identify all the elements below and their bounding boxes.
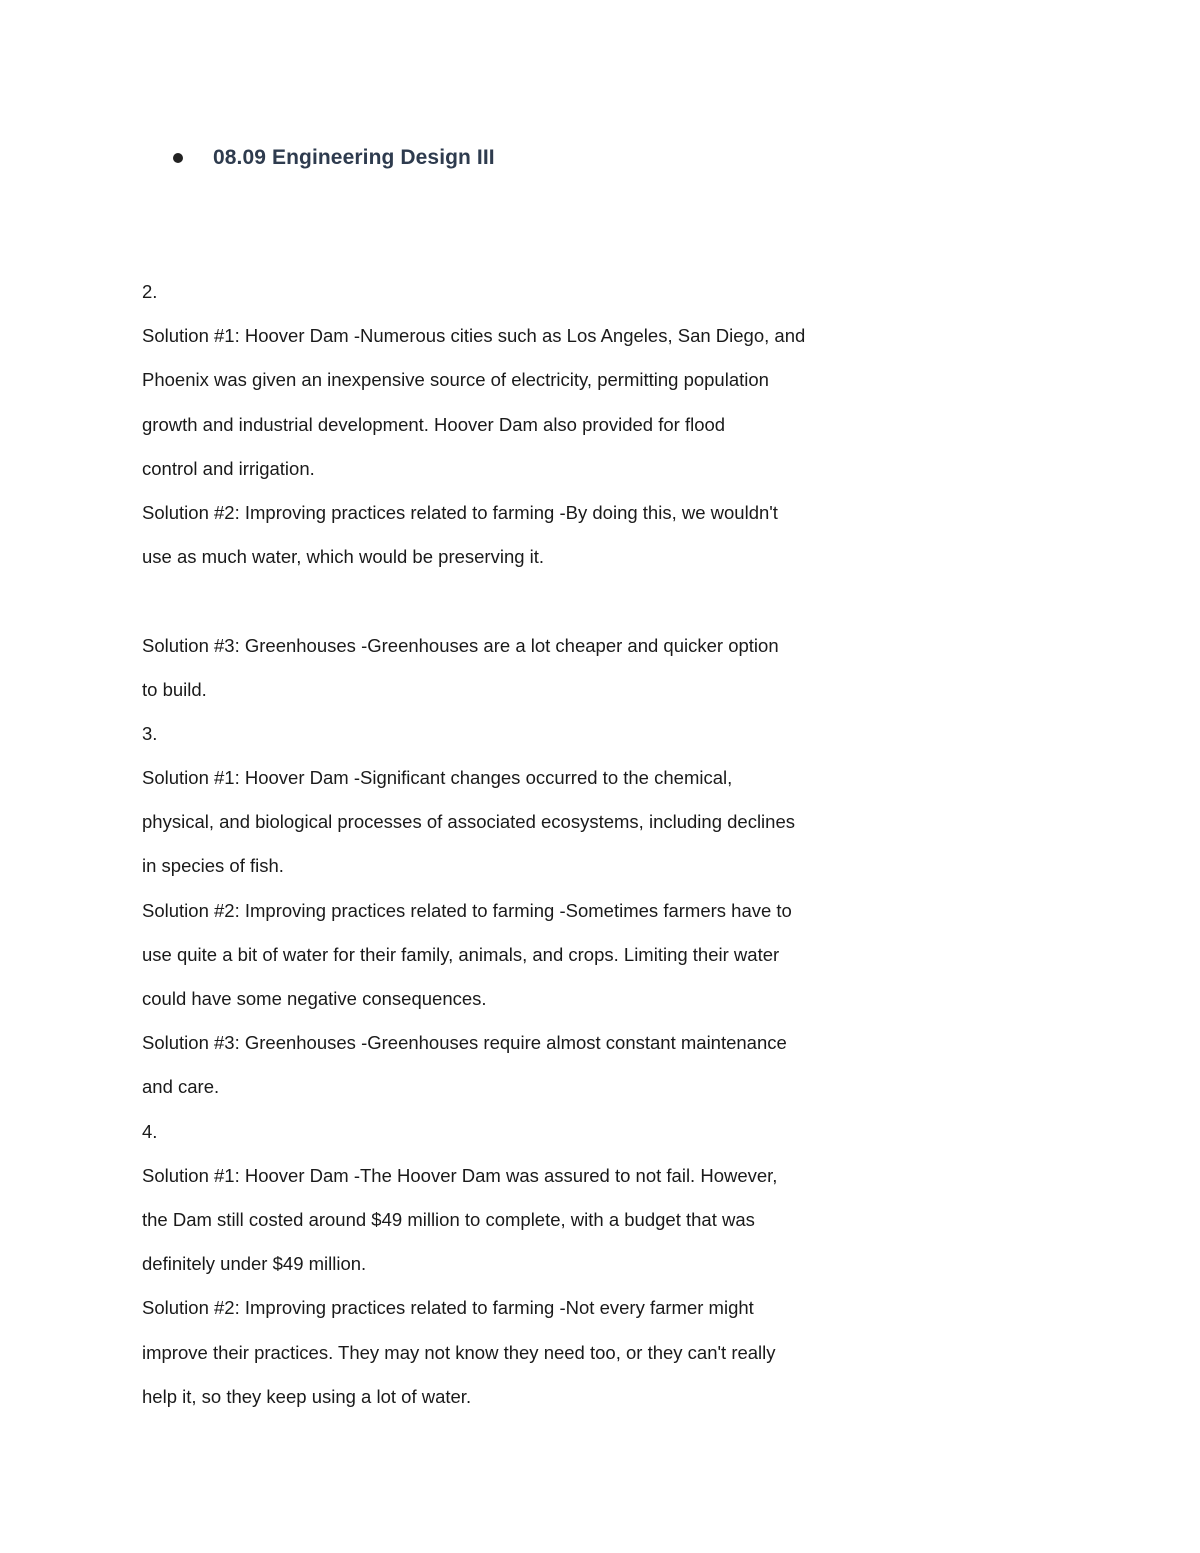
text-line: Solution #1: Hoover Dam -Significant changes occurred to the chemical, bbox=[142, 767, 733, 789]
text-line: and care. bbox=[142, 1076, 220, 1098]
text-line: Phoenix was given an inexpensive source of electricity, permitting population bbox=[142, 369, 769, 391]
page-title: 08.09 Engineering Design III bbox=[213, 146, 495, 169]
text-line: improve their practices. They may not know they need too, or they can't really bbox=[142, 1341, 776, 1363]
text-line: Solution #2: Improving practices related to farming -Not every farmer might bbox=[142, 1297, 754, 1319]
text-line: use quite a bit of water for their family, animals, and crops. Limiting their water bbox=[142, 943, 780, 965]
text-line: Solution #1: Hoover Dam -Numerous cities such as Los Angeles, San Diego, and bbox=[142, 325, 806, 347]
heading-list-item bbox=[173, 140, 495, 176]
text-line: to build. bbox=[142, 678, 207, 700]
section-number: 2. bbox=[142, 281, 158, 302]
blank-line bbox=[142, 579, 862, 623]
text-line: Solution #3: Greenhouses -Greenhouses are a lot cheaper and quicker option bbox=[142, 634, 779, 656]
text-line: could have some negative consequences. bbox=[142, 988, 487, 1009]
text-line: Solution #2: Improving practices related to farming -Sometimes farmers have to bbox=[142, 899, 792, 921]
section-number: 4. bbox=[142, 1120, 158, 1142]
text-line: control and irrigation. bbox=[142, 457, 315, 479]
text-line: use as much water, which would be preserving it. bbox=[142, 546, 545, 568]
text-line: the Dam still costed around $49 million to complete, with a budget that was bbox=[142, 1208, 755, 1230]
text-line: in species of fish. bbox=[142, 855, 284, 877]
text-line: help it, so they keep using a lot of water. bbox=[142, 1385, 472, 1407]
bullet-icon bbox=[173, 153, 183, 163]
text-line: Solution #3: Greenhouses -Greenhouses require almost constant maintenance bbox=[142, 1032, 787, 1054]
text-line: Solution #2: Improving practices related to farming -By doing this, we wouldn't bbox=[142, 501, 778, 523]
text-line: growth and industrial development. Hoover Dam also provided for flood bbox=[142, 413, 726, 435]
section-number: 3. bbox=[142, 722, 158, 744]
document-body bbox=[142, 270, 862, 1419]
text-line: physical, and biological processes of associated ecosystems, including declines bbox=[142, 811, 795, 833]
text-line: Solution #1: Hoover Dam -The Hoover Dam was assured to not fail. However, bbox=[142, 1164, 778, 1186]
text-line: definitely under $49 million. bbox=[142, 1253, 367, 1275]
